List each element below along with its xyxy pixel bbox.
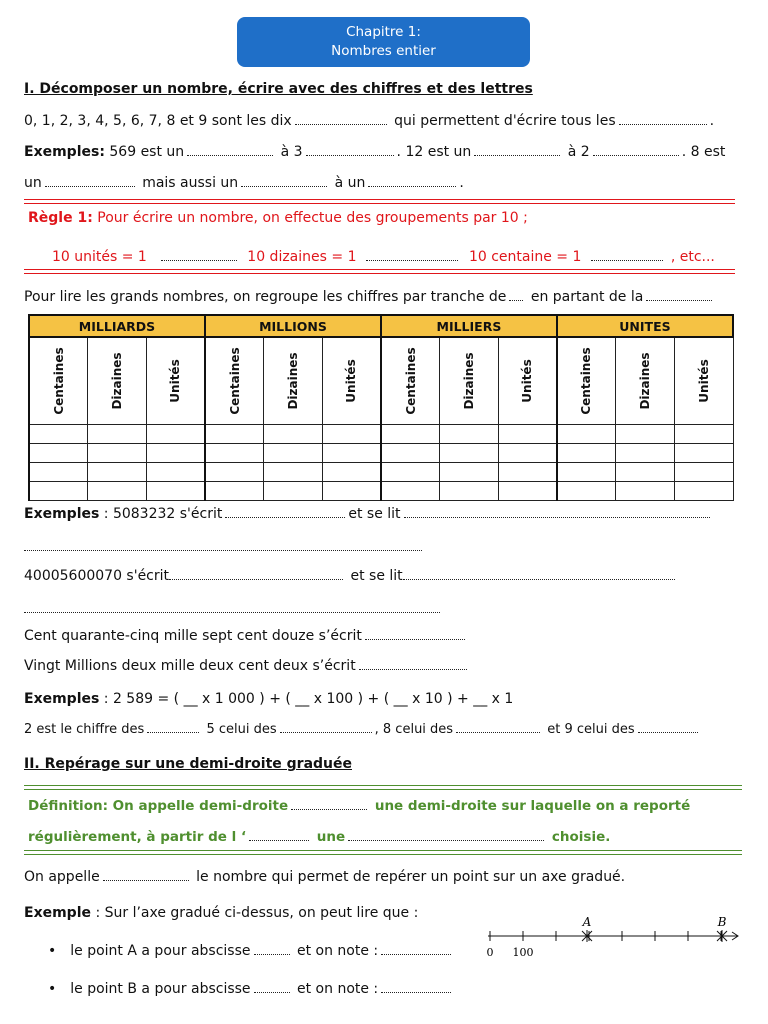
digit-positions (24, 720, 701, 737)
table-cell (205, 425, 264, 444)
example-text: à un (334, 175, 366, 191)
table-cell (264, 444, 323, 463)
blank (403, 567, 675, 580)
column-header (264, 337, 323, 425)
table-cell (205, 482, 264, 501)
column-label: Centaines (579, 347, 594, 415)
bullet-icon: • (48, 981, 57, 997)
group-header: MILLIERS (381, 315, 557, 337)
table-cell (264, 463, 323, 482)
section-2-title: II. Repérage sur une demi-droite graduée (24, 756, 352, 772)
table-cell (674, 482, 733, 501)
blank (161, 248, 237, 261)
column-header (322, 337, 381, 425)
definition-text: une (316, 829, 346, 845)
answer-line (24, 538, 422, 555)
table-cell (264, 482, 323, 501)
point-b-label: B (717, 915, 727, 929)
tick-label-zero: 0 (486, 946, 494, 959)
chapter-number: Chapitre 1: (346, 24, 421, 40)
column-label: Dizaines (285, 352, 300, 410)
reading-text-a: Pour lire les grands nombres, on regroupe les chiffres par tranche de (24, 289, 507, 305)
abscissa-text: On appelle (24, 869, 100, 885)
bullet-text: et on note : (296, 943, 379, 959)
definition-text: choisie. (551, 829, 611, 845)
column-header (146, 337, 205, 425)
definition-text: régulièrement, à partir de l ‘ (28, 829, 247, 845)
column-label: Unités (696, 359, 711, 403)
table-cell (29, 463, 88, 482)
blank (249, 828, 309, 841)
example-text: un (24, 175, 42, 191)
decomposition-example (24, 691, 513, 707)
table-cell (616, 463, 675, 482)
blank (365, 627, 465, 640)
table-cell (440, 444, 499, 463)
reading-text-b: en partant de la (530, 289, 644, 305)
table-cell (88, 482, 147, 501)
example-words-2 (24, 657, 470, 674)
blank (295, 112, 387, 125)
intro-text-a: 0, 1, 2, 3, 4, 5, 6, 7, 8 et 9 sont les dix (24, 113, 292, 129)
column-header (205, 337, 264, 425)
table-cell (322, 482, 381, 501)
divider-red (24, 269, 735, 270)
blank (24, 600, 440, 613)
table-cell (616, 425, 675, 444)
blank (45, 174, 135, 187)
table-cell (674, 463, 733, 482)
grouping-line (52, 248, 715, 265)
example-words-1 (24, 627, 468, 644)
bullet-text: le point A a pour abscisse (70, 943, 251, 959)
example-text: et se lit (348, 506, 401, 522)
blank (381, 980, 451, 993)
blank (169, 567, 343, 580)
graduated-axis (482, 912, 744, 962)
blank (147, 720, 199, 733)
blank (254, 980, 290, 993)
digit-text: 2 est le chiffre des (24, 722, 145, 737)
blank (381, 942, 451, 955)
grouping-hundreds: 10 centaine = 1 (468, 249, 582, 265)
abscissa-definition (24, 868, 625, 885)
intro-text-b: qui permettent d'écrire tous les (394, 113, 616, 129)
table-cell (146, 425, 205, 444)
rule-1 (28, 210, 528, 226)
table-cell (381, 463, 440, 482)
definition-text: une demi-droite sur laquelle on a reporté (374, 798, 691, 814)
column-label: Dizaines (109, 352, 124, 410)
blank (593, 143, 679, 156)
column-header (674, 337, 733, 425)
column-header (557, 337, 616, 425)
column-header (498, 337, 557, 425)
point-a-label: A (582, 915, 592, 929)
blank (291, 797, 367, 810)
bullet-text: le point B a pour abscisse (70, 981, 251, 997)
divider-green (24, 789, 742, 790)
example-text: 40005600070 s'écrit (24, 568, 170, 584)
blank (456, 720, 540, 733)
column-label: Centaines (403, 347, 418, 415)
divider-red (24, 199, 735, 200)
definition-line-2 (28, 828, 610, 845)
blank (368, 174, 456, 187)
table-cell (205, 463, 264, 482)
table-row (29, 482, 733, 501)
table-body (29, 425, 733, 501)
grouping-units: 10 unités = 1 (52, 249, 147, 265)
table-cell (440, 425, 499, 444)
blank (103, 868, 189, 881)
blank (646, 288, 712, 301)
digit-text: , 8 celui des (374, 722, 454, 737)
group-header: MILLIARDS (29, 315, 205, 337)
table-cell (498, 444, 557, 463)
bullet-point-b (48, 980, 454, 997)
table-cell (498, 482, 557, 501)
table-cell (381, 425, 440, 444)
blank (241, 174, 327, 187)
column-label: Unités (168, 359, 183, 403)
table-cell (88, 463, 147, 482)
chapter-name: Nombres entier (331, 43, 436, 59)
table-cell (674, 425, 733, 444)
definition-line-1 (28, 797, 690, 814)
column-header (29, 337, 88, 425)
blank (254, 942, 290, 955)
grouping-etc: , etc... (670, 249, 715, 265)
table-cell (557, 463, 616, 482)
table-cell (557, 444, 616, 463)
blank (187, 143, 273, 156)
examples-line-2: un mais aussi un à un . (24, 175, 464, 191)
table-cell (498, 463, 557, 482)
table-cell (146, 482, 205, 501)
blank (638, 720, 698, 733)
digit-text: 5 celui des (206, 722, 277, 737)
bullet-icon: • (48, 943, 57, 959)
table-cell (205, 444, 264, 463)
divider-red (24, 203, 735, 204)
column-header (440, 337, 499, 425)
blank (366, 248, 458, 261)
examples-label: Exemples (24, 691, 100, 707)
column-label: Centaines (227, 347, 242, 415)
chapter-title-box (237, 17, 530, 67)
table-cell (616, 444, 675, 463)
column-header (88, 337, 147, 425)
table-row (29, 444, 733, 463)
digit-text: et 9 celui des (547, 722, 635, 737)
column-label: Unités (520, 359, 535, 403)
example-label: Exemple (24, 905, 91, 921)
column-label: Centaines (51, 347, 66, 415)
table-cell (322, 463, 381, 482)
example-40005600070 (24, 567, 678, 584)
table-cell (88, 425, 147, 444)
example-text: . 8 est (681, 144, 726, 160)
table-column-row (29, 337, 733, 425)
table-cell (381, 444, 440, 463)
blank (404, 505, 710, 518)
group-header: UNITES (557, 315, 733, 337)
example-5083232 (24, 505, 713, 522)
example-text: : Sur l’axe gradué ci-dessus, on peut lire que : (95, 905, 419, 921)
table-cell (557, 482, 616, 501)
table-cell (29, 482, 88, 501)
numeration-table (28, 314, 734, 501)
blank (225, 505, 345, 518)
divider-green (24, 854, 742, 855)
example-text: Cent quarante-cinq mille sept cent douze s’écrit (24, 628, 362, 644)
blank (306, 143, 394, 156)
grouping-tens: 10 dizaines = 1 (247, 249, 357, 265)
table-cell (322, 444, 381, 463)
group-header: MILLIONS (205, 315, 381, 337)
tick-label-100: 100 (512, 946, 534, 959)
table-cell (557, 425, 616, 444)
table-cell (498, 425, 557, 444)
examples-label: Exemples: (24, 144, 105, 160)
table-cell (29, 444, 88, 463)
column-header (616, 337, 675, 425)
table-cell (29, 425, 88, 444)
answer-line (24, 600, 440, 617)
table-row (29, 463, 733, 482)
reading-rule (24, 288, 715, 305)
column-header (381, 337, 440, 425)
divider-green (24, 850, 742, 851)
example-axis-intro (24, 905, 418, 921)
definition-text: Définition: On appelle demi-droite (28, 798, 289, 814)
table-cell (440, 482, 499, 501)
table-cell (616, 482, 675, 501)
table-cell (440, 463, 499, 482)
bullet-text: et on note : (297, 981, 379, 997)
table-cell (88, 444, 147, 463)
table-cell (264, 425, 323, 444)
example-text: à 2 (567, 144, 590, 160)
divider-green (24, 785, 742, 786)
example-text: 569 est un (109, 144, 185, 160)
rule-1-label: Règle 1: (28, 210, 93, 226)
blank (348, 828, 544, 841)
blank (24, 538, 422, 551)
bullet-point-a (48, 942, 454, 959)
example-text: mais aussi un (142, 175, 239, 191)
table-cell (146, 463, 205, 482)
blank (591, 248, 663, 261)
table-group-row (29, 315, 733, 337)
table-cell (146, 444, 205, 463)
examples-label: Exemples (24, 506, 100, 522)
section-1-title: I. Décomposer un nombre, écrire avec des chiffres et des lettres (24, 81, 533, 97)
table-cell (674, 444, 733, 463)
example-text: et se lit (350, 568, 403, 584)
divider-red (24, 273, 735, 274)
example-text: à 3 (280, 144, 303, 160)
column-label: Dizaines (637, 352, 652, 410)
decomposition-expression: : 2 589 = ( __ x 1 000 ) + ( __ x 100 ) + ( __ x 10 ) + __ x 1 (103, 691, 514, 707)
blank (509, 288, 523, 301)
table-row (29, 425, 733, 444)
blank (619, 112, 707, 125)
abscissa-text: le nombre qui permet de repérer un point sur un axe gradué. (196, 869, 626, 885)
column-label: Dizaines (461, 352, 476, 410)
example-text: Vingt Millions deux mille deux cent deux s’écrit (24, 658, 356, 674)
example-text: . 12 est un (396, 144, 472, 160)
column-label: Unités (344, 359, 359, 403)
blank (280, 720, 372, 733)
table-cell (322, 425, 381, 444)
intro-line: 0, 1, 2, 3, 4, 5, 6, 7, 8 et 9 sont les dix qui permettent d'écrire tous les . (24, 113, 715, 129)
examples-line-1 (24, 143, 725, 160)
blank (359, 657, 467, 670)
example-text: : 5083232 s'écrit (103, 506, 223, 522)
rule-1-text: Pour écrire un nombre, on effectue des groupements par 10 ; (97, 210, 528, 226)
blank (474, 143, 560, 156)
table-cell (381, 482, 440, 501)
